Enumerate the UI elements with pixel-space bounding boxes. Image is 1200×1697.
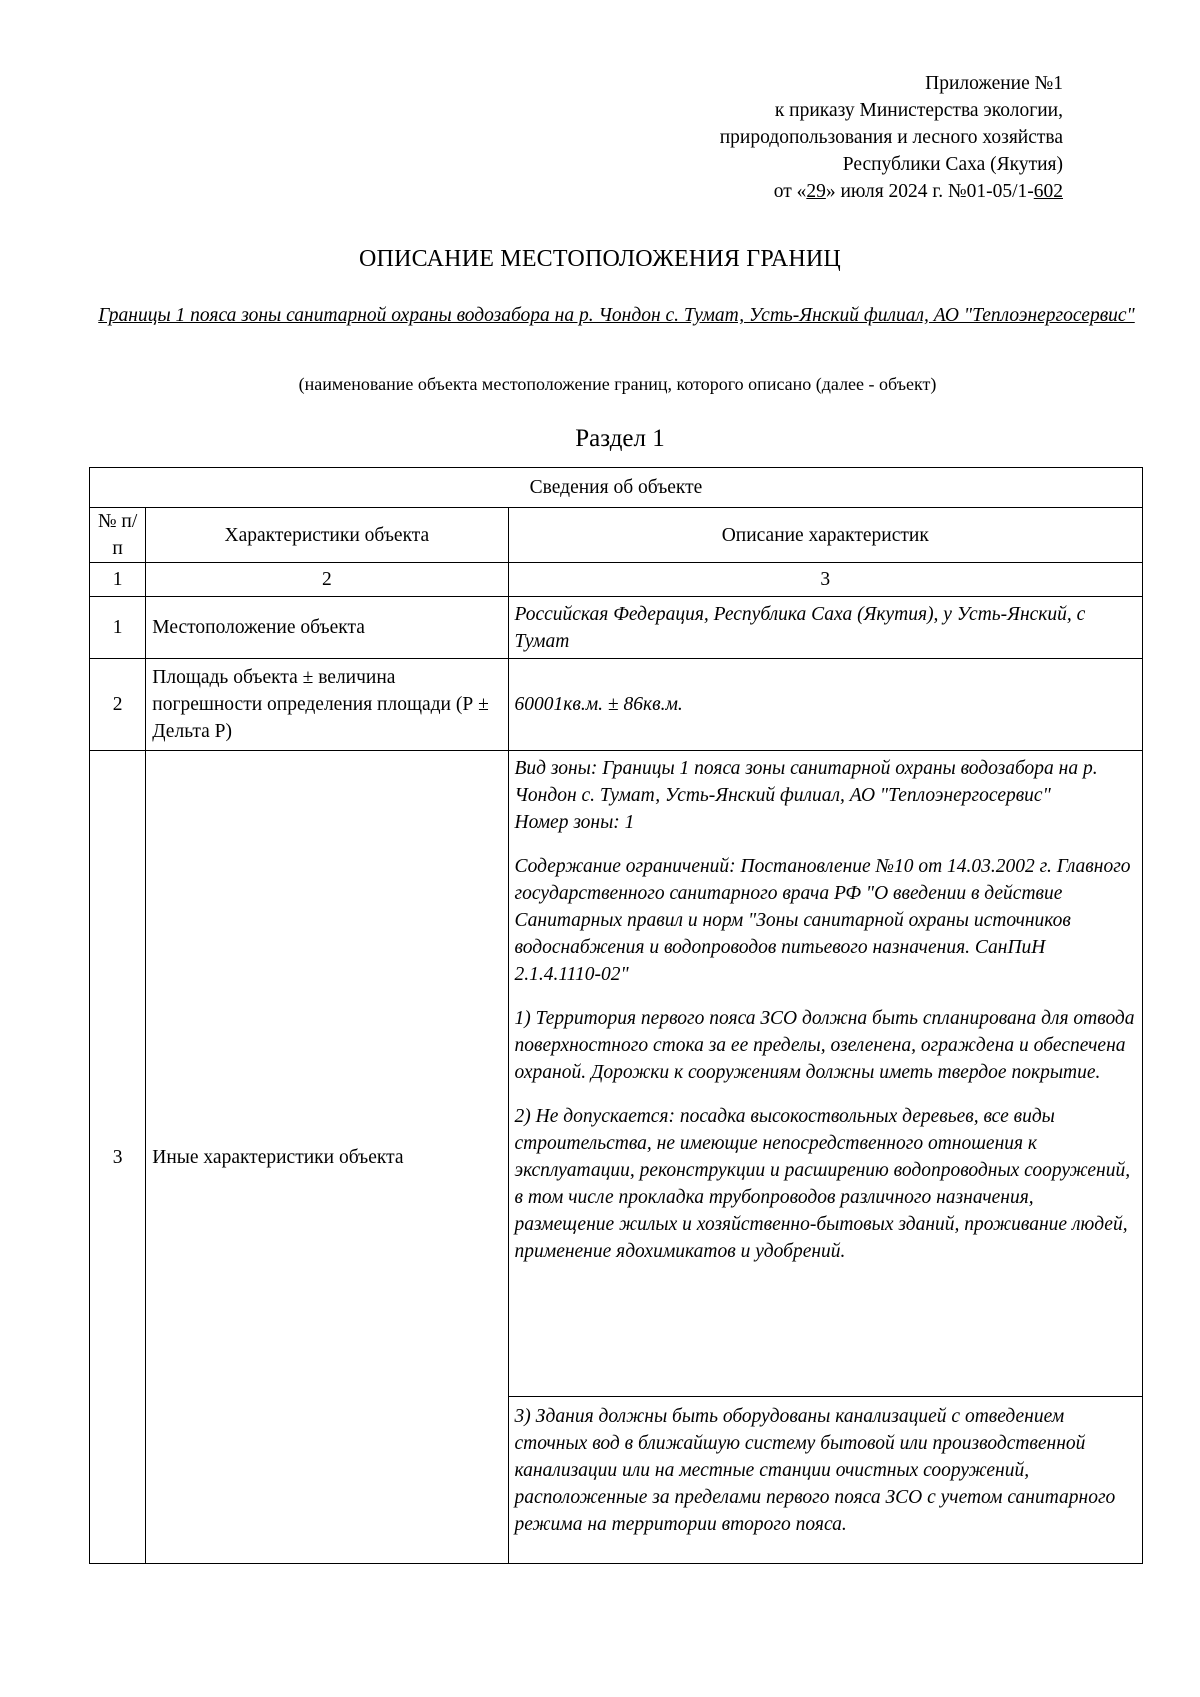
table-caption: Сведения об объекте [90,468,1143,508]
row-description: 60001кв.м. ± 86кв.м. [508,659,1143,751]
row-number: 2 [90,659,146,751]
table-row [90,751,1143,1397]
row-description [508,751,1143,1397]
restriction-item-3: 3) Здания должны быть оборудованы канализацией с отведением сточных вод в ближайшую систему бытовой или производственной канализации или на местные станции очистных сооружений, расположенные за пределами первого пояса ЗСО с учетом санитарного режима на территории второго пояса. [508,1397,1143,1564]
date-prefix: от « [773,181,807,202]
column-number: 2 [146,563,508,597]
annex-block [720,70,1063,205]
order-date-line [720,178,1063,205]
row-characteristic: Иные характеристики объекта [146,751,508,1564]
order-number: 602 [1033,181,1063,202]
object-name-note: (наименование объекта местоположение границ, которого описано (далее - объект) [298,374,937,394]
restriction-item-2: 2) Не допускается: посадка высокоствольных деревьев, все виды строительства, не имеющие непосредственного отношения к эксплуатации, реконструкции и расширению водопроводных сооружений, в том числе прокладка трубопроводов различного назначения, размещение жилых и хозяйственно-бытовых зданий, проживание людей, применение ядохимикатов и удобрений. [514,1106,1131,1262]
zone-number: Номер зоны: 1 [514,812,635,833]
header-description: Описание характеристик [508,508,1143,563]
table-row [90,659,1143,751]
table-row [90,597,1143,659]
row-number: 1 [90,597,146,659]
object-name-text: Границы 1 пояса зоны санитарной охраны водозабора на р. Чондон с. Тумат, Усть-Янский филиал, АО "Теплоэнергосервис" [98,305,1135,326]
section-title: Раздел 1 [575,425,665,452]
annex-line: Республики Саха (Якутия) [842,154,1063,175]
row-characteristic: Местоположение объекта [146,597,508,659]
annex-line: к приказу Министерства экологии, [774,100,1063,121]
restrictions: Содержание ограничений: Постановление №10 от 14.03.2002 г. Главного государственного санитарного врача РФ "О введении в действие Санитарных правил и норм "Зоны санитарной охраны источников водоснабжения и водопроводов питьевого назначения. СанПиН 2.1.4.1110-02" [514,856,1131,985]
restriction-item-1: 1) Территория первого пояса ЗСО должна быть спланирована для отвода поверхностного стока за ее пределы, озеленена, ограждена и обеспечена охраной. Дорожки к сооружениям должны иметь твердое покрытие. [514,1008,1135,1083]
row-characteristic: Площадь объекта ± величина погрешности определения площади (Р ± Дельта Р) [146,659,508,751]
table-caption-row [90,468,1143,508]
annex-line: природопользования и лесного хозяйства [719,127,1063,148]
column-number-row [90,563,1143,597]
table-header-row [90,508,1143,563]
header-characteristic: Характеристики объекта [146,508,508,563]
document-title: ОПИСАНИЕ МЕСТОПОЛОЖЕНИЯ ГРАНИЦ [359,246,841,272]
object-name [90,302,1143,329]
zone-type: Вид зоны: Границы 1 пояса зоны санитарной охраны водозабора на р. Чондон с. Тумат, Усть-Янский филиал, АО "Теплоэнергосервис" [514,758,1098,806]
date-middle: » июля 2024 г. №01-05/1- [825,181,1034,202]
annex-line: Приложение №1 [925,73,1063,94]
object-info-table [89,467,1143,1564]
column-number: 1 [90,563,146,597]
row-description: Российская Федерация, Республика Саха (Якутия), у Усть-Янский, с Тумат [508,597,1143,659]
date-day: 29 [806,181,826,202]
row-number: 3 [90,751,146,1564]
column-number: 3 [508,563,1143,597]
header-num: № п/п [90,508,146,563]
